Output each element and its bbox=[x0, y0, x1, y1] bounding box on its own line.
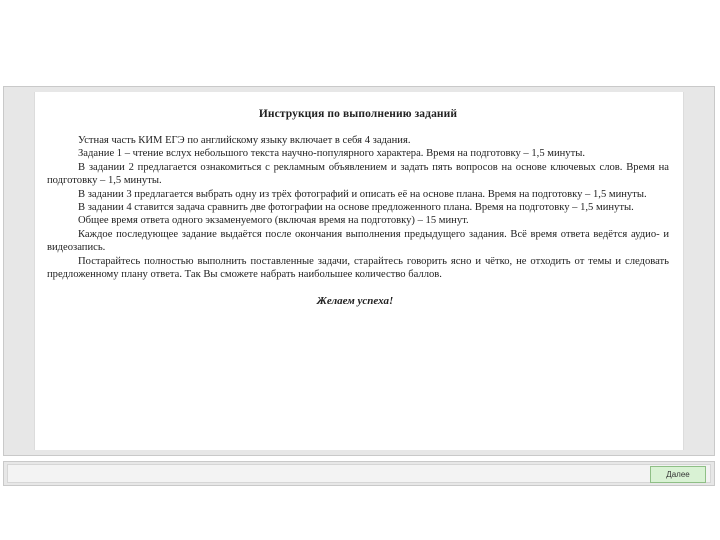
instruction-paragraph: Задание 1 – чтение вслух небольшого текста научно-популярного характера. Время на подготовку – 1,5 минуты. bbox=[78, 148, 586, 160]
good-luck-text: Желаем успеха! bbox=[316, 295, 394, 308]
instruction-paragraph: В задании 2 предлагается ознакомиться с рекламным объявлением и задать пять вопросов на основе ключевых слов. Время на подготовку – 1,5 минуты. bbox=[47, 161, 669, 187]
footer-inner bbox=[7, 464, 711, 483]
instruction-paragraph: Общее время ответа одного экзаменуемого (включая время на подготовку) – 15 минут. bbox=[78, 215, 469, 227]
app-window bbox=[3, 86, 715, 486]
next-button[interactable]: Далее bbox=[650, 466, 706, 483]
instruction-paragraph: Каждое последующее задание выдаётся после окончания выполнения предыдущего задания. Всё время ответа ведётся аудио- и видеозапись. bbox=[47, 228, 669, 254]
instruction-paragraph: В задании 3 предлагается выбрать одну из трёх фотографий и описать её на основе плана. Время на подготовку – 1,5 минуты. bbox=[78, 188, 647, 200]
instruction-paragraph: В задании 4 ставится задача сравнить две фотографии на основе предложенного плана. Время на подготовку – 1,5 минуты. bbox=[78, 202, 634, 214]
instruction-paragraph: Постарайтесь полностью выполнить поставленные задачи, старайтесь говорить ясно и чётко, не отходить от темы и следовать предложенному плану ответа. Так Вы сможете набрать наибольшее количество баллов. bbox=[47, 255, 669, 281]
instruction-title: Инструкция по выполнению заданий bbox=[258, 108, 458, 120]
instruction-page bbox=[34, 92, 684, 450]
instruction-paragraph: Устная часть КИМ ЕГЭ по английскому языку включает в себя 4 задания. bbox=[78, 135, 411, 146]
footer-bar bbox=[3, 461, 715, 486]
content-panel bbox=[3, 86, 715, 456]
